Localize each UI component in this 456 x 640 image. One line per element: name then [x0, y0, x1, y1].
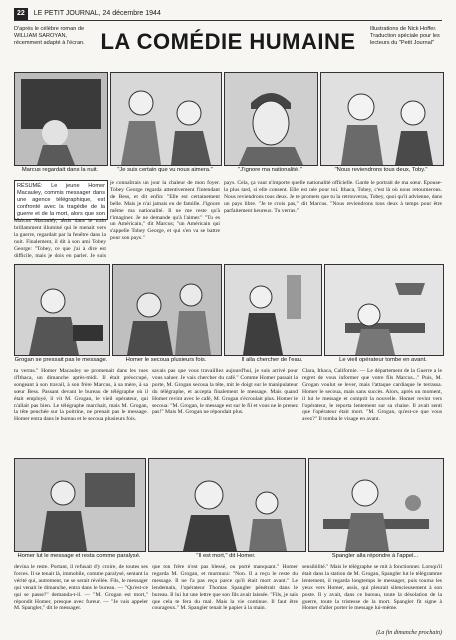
comic-panel-1	[14, 72, 108, 166]
water-fountain-illustration	[225, 265, 321, 355]
comic-panel-11	[308, 458, 444, 552]
page-number: 22	[14, 8, 28, 20]
caption-panel-11: Spangler alla répondre à l'appel...	[331, 553, 419, 559]
masthead	[14, 24, 442, 60]
homer-he-is-dead-illustration	[149, 459, 305, 551]
text-row3-col2: que ton frère n'est pas blessé, ou porté manquant." Homer regarda M. Grogan, et murmura: "Non. Il a reçu le reste du message. Il ne l'a pas reçu parce qu'il était mort avant." Le lendemain, l'opérateur Thomas Spangler pénétrait dans le bureau. Il lui lut une lettre que son fils avait laissée. "Fils, je sais que cela te fera du mal. Mais la vie continue. Il faut être courageux." M. Spangler tenait le papier à la main.	[152, 564, 298, 612]
text-row2-col2: savais pas que vous travailliez aujourd'hui, je suis arrivé pour vous saluer. Je vais chercher du café." Comme Homer passait la porte, M. Grogan secoua la tête, mit le doigt sur le manipulateur du télégraphe, et accepta finalement le message. Mais quand Homer revint avec le café, M. Grogan s'écroulait plus. Homer le secoua: "M. Grogan, le message est sur le fil et vous ne le prenez pas!" Mais M. Grogan ne répondait plus.	[152, 368, 298, 416]
text-row3-col1: devina le reste. Portant, il refusait d'y croire, de toutes ses forces. Il se tenait là, immobile, comme paralysé, sentant la vérité qui, autrement, ne se serait révélée. Fils, le messager qui venait le dimanche, entra dans le bureau. — "Qu'est-ce qui se passe?" demanda-t-il. — "M. Grogan est mort," répondit Homer, presque avec fureur. — "Je vais appeler M. Spangler," dit le messager.	[14, 564, 148, 612]
caption-panel-4: "Nous reviendrons tous deux, Toby."	[334, 167, 428, 173]
caption-panel-7: Il alla chercher de l'eau.	[241, 357, 303, 363]
comic-panel-4	[320, 72, 444, 166]
train-window-illustration	[15, 73, 107, 165]
caption-panel-2: "Je suis certain que vu nous aimera."	[117, 167, 213, 173]
comic-panel-2	[110, 72, 222, 166]
text-row1-col1: Marcus Macauley, assis dans le train brillamment illuminé qui le menait vers la guerre, regardait par la fenêtre dans la nuit. Finalement, il dit à son ami Tobey George: "Tobey, ce que j'ai à dire est difficile, mais je dois en parler. Je suis	[14, 218, 106, 258]
text-row2-col1: tu verras." Homer Macauley se promenait dans les rues d'Ithaca, un dimanche après-midi. Il était préoccupé, songeant à son travail, à son frère Marcus, à sa mère, à sa sœur Bess. Passant devant le bureau de télégraphe où il était employé, il vit M. Grogan, le vieil opérateur, qui n'allait pas bien. Le télégraphe marchait, mais M. Grogan, la tête penchée sur la poitrine, ne prenait pas le message. Homer entra dans le bureau et le secoua plusieurs fois.	[14, 368, 148, 423]
text-row1-col2: je connaîtrais un jour la chaleur de mon foyer. Tobey George regarda attentivement l'intendant de Bess, et dit enfin: "Elle est certainement belle. Mais je n'ai jamais eu de famille. J'ignore même ma nationalité. Il ne me reste qu'à t'imaginer. Je ne demande qu'à l'aimer." "Tu es un Américain," dit Marcus; "un Américain qui s'appelle Tobey George, et qui s'en va se battre pour son pays."	[110, 180, 220, 242]
credit-left: D'après le célèbre roman de WILLIAM SAROYAN, récemment adapté à l'écran.	[14, 26, 85, 46]
page-header-bar	[14, 8, 442, 21]
telegraph-operator-illustration	[15, 265, 109, 355]
comic-panel-5	[14, 264, 110, 356]
homer-shaking-illustration	[113, 265, 221, 355]
caption-panel-1: Marcus regardait dans la nuit.	[21, 167, 99, 173]
caption-panel-9: Homer lut le message et resta comme paralysé.	[17, 553, 141, 559]
caption-panel-10: "Il est mort," dit Homer.	[196, 553, 256, 559]
soldier-portrait-illustration	[225, 73, 317, 165]
paper-date: LE PETIT JOURNAL, 24 décembre 1944	[33, 10, 161, 17]
text-row2-col3: Clara, Ithaca, Californie. — Le département de la Guerre a le regret de vous informer que votre fils Marcus..." Puis, M. Grogan voulut se lever, mais l'attaque cardiaque le terrassa. Homer le secoua, mais sans succès. Alors, après un moment, il lut le message et comprit la nouvelle. Homer revint vers l'opérateur, le reporta lentement sur sa chaise. Il avait senti que l'opérateur était mort. "M. Grogan, qu'est-ce que vous avez?" Il tomba le visage en avant.	[302, 368, 442, 423]
operator-collapse-illustration	[325, 265, 443, 355]
caption-panel-6: Homer le secoua plusieurs fois.	[125, 357, 207, 363]
caption-panel-5: Grogan se pressait pas le message.	[14, 357, 108, 363]
comic-panel-6	[112, 264, 222, 356]
end-note: (La fin dimanche prochain)	[376, 630, 442, 636]
caption-panel-8: Le vieil opérateur tombe en avant.	[339, 357, 427, 363]
page-title: LA COMÉDIE HUMAINE	[100, 29, 356, 54]
credit-right: Illustrations de Nick Hoffer. Traduction spéciale pour les lecteurs du "Petit Journal"	[370, 26, 440, 46]
caption-panel-3: "J'ignore ma nationalité."	[238, 167, 302, 173]
spangler-answers-illustration	[309, 459, 443, 551]
comic-panel-7	[224, 264, 322, 356]
story-summary: RÉSUMÉ: Le jeune Homer Macauley, commis messager dans une agence télégraphique, est confronté avec la tragédie de la guerre et de la mort, alors que son	[14, 180, 108, 220]
homer-reads-message-illustration	[15, 459, 145, 551]
text-row1-col3: pays. Cela, ça vaut n'importe quelle nationalité officielle. Garde le portrait de ma sœur. Épouse-la plus tard, si elle consent. Elle est née pour toi. Ithaca, Tobey, c'est là où nous retournerons. Nous reviendrons tous deux. Je te promets que tu la retrouveras, Tobey, quoi qu'il advienne, dans un pays libre. "Je te crois pas," dit Marcus. "Nous reviendrons tous deux à temps pour être parfaitement heureux. Tu verras."	[224, 180, 442, 214]
comic-panel-9	[14, 458, 146, 552]
two-soldiers-illustration	[111, 73, 221, 165]
comic-panel-8	[324, 264, 444, 356]
soldiers-talking-illustration	[321, 73, 443, 165]
text-row3-col3: sensibilité." Mais le télégraphe se mit à fonctionner. Lorsqu'il était dans la station de M. Grogan, Spangler lut le télégramme lentement, il regarda longtemps le messager, puis tourna les yeux vers Homer, assis, qui pleurait silencieusement à son poste. Il y avait, dans ce bureau, toute la désolation de la guerre, toute la tristesse de la mort. Spangler fit signe à Homer d'aller porter le message lui-même.	[302, 564, 442, 612]
comic-panel-3	[224, 72, 318, 166]
comic-panel-10	[148, 458, 306, 552]
